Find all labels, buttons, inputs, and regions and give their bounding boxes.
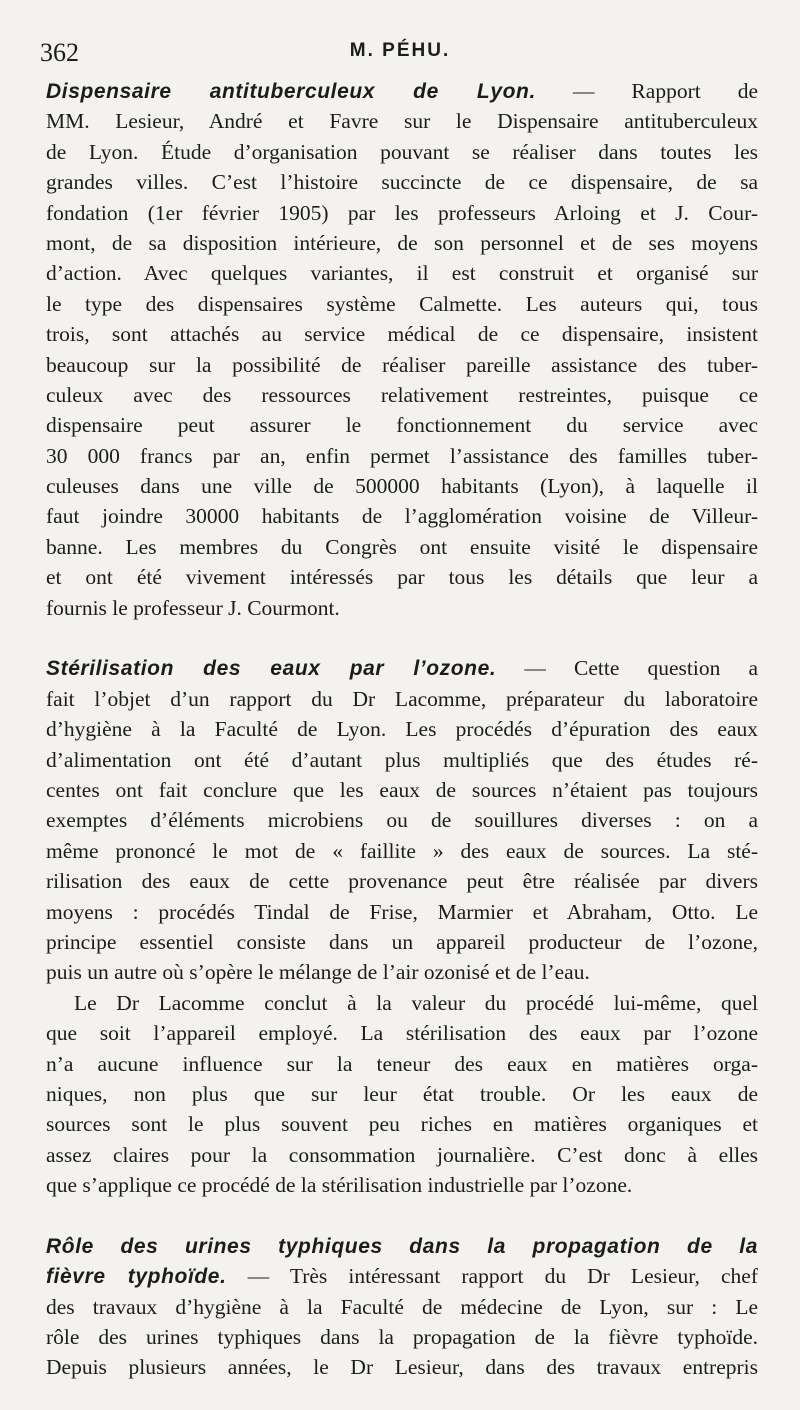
line-text: fournis le professeur J. Courmont.: [46, 595, 340, 620]
line-text: grandes villes. C’est l’histoire succincte de ce dispensaire, de sa: [46, 170, 758, 195]
line-text: trois, sont attachés au service médical de ce dispensaire, insistent: [46, 322, 758, 347]
line-text: même prononcé le mot de « faillite » des eaux de sources. La sté-: [46, 838, 758, 863]
line-text: centes ont fait conclure que les eaux de sources n’étaient pas toujours: [46, 777, 758, 802]
line-text: rilisation des eaux de cette provenance peut être réalisée par divers: [46, 869, 758, 894]
text-line: [46, 957, 758, 987]
text-line: [46, 745, 758, 775]
line-text: moyens : procédés Tindal de Frise, Marmier et Abraham, Otto. Le: [46, 899, 758, 924]
line-text: puis un autre où s’opère le mélange de l’air ozonisé et de l’eau.: [46, 960, 590, 985]
line-text: — Très intéressant rapport du Dr Lesieur, chef: [226, 1264, 759, 1289]
text-line: [46, 562, 758, 592]
text-line: [46, 319, 758, 349]
text-line: [46, 137, 758, 167]
text-line: [46, 1261, 758, 1291]
page-header: [0, 38, 800, 72]
line-text: le type des dispensaires système Calmette. Les auteurs qui, tous: [46, 291, 758, 316]
text-line: [46, 441, 758, 471]
text-line: [46, 501, 758, 531]
line-text: d’hygiène à la Faculté de Lyon. Les procédés d’épuration des eaux: [46, 717, 758, 742]
line-text: assez claires pour la consommation journalière. C’est donc à elles: [46, 1142, 758, 1167]
line-text: exemptes d’éléments microbiens ou de souillures diverses : on a: [46, 808, 758, 833]
line-text: Depuis plusieurs années, le Dr Lesieur, dans des travaux entrepris: [46, 1355, 758, 1380]
text-line: [46, 380, 758, 410]
line-text: fait l’objet d’un rapport du Dr Lacomme, préparateur du laboratoire: [46, 686, 758, 711]
line-text: et ont été vivement intéressés par tous les détails que leur a: [46, 565, 758, 590]
running-head: M. PÉHU.: [349, 40, 451, 61]
line-text: d’action. Avec quelques variantes, il est construit et organisé sur: [46, 261, 758, 286]
section-title: Stérilisation des eaux par l’ozone.: [46, 657, 497, 681]
text-line: [46, 866, 758, 896]
line-text: sources sont le plus souvent peu riches en matières organiques et: [46, 1112, 758, 1137]
section-3: [46, 1231, 758, 1383]
text-line: [46, 198, 758, 228]
text-line: [46, 927, 758, 957]
text-line: [46, 228, 758, 258]
line-text: MM. Lesieur, André et Favre sur le Dispensaire antituberculeux: [46, 109, 758, 134]
text-line: [46, 410, 758, 440]
line-text: n’a aucune influence sur la teneur des eaux en matières orga-: [46, 1051, 758, 1076]
line-text: niques, non plus que sur leur état trouble. Or les eaux de: [46, 1081, 758, 1106]
line-text: mont, de sa disposition intérieure, de son personnel et de ses moyens: [46, 230, 758, 255]
section-title: Dispensaire antituberculeux de Lyon.: [46, 80, 536, 103]
text-line: [46, 593, 758, 623]
page-body: [46, 76, 758, 1383]
section-1: [46, 76, 758, 623]
text-line: [46, 532, 758, 562]
line-text: de Lyon. Étude d’organisation pouvant se réaliser dans toutes les: [46, 139, 758, 164]
section-title: Rôle des urines typhiques dans la propagation de la: [46, 1234, 758, 1258]
line-text: beaucoup sur la possibilité de réaliser pareille assistance des tuber-: [46, 352, 758, 377]
line-text: faut joindre 30000 habitants de l’agglomération voisine de Villeur-: [46, 504, 758, 529]
text-line: [46, 1140, 758, 1170]
text-line: [46, 775, 758, 805]
line-text: Le Dr Lacomme conclut à la valeur du procédé lui-même, quel: [74, 990, 758, 1015]
line-text: culeuses dans une ville de 500000 habitants (Lyon), à laquelle il: [46, 474, 758, 499]
text-line: [46, 289, 758, 319]
text-line: [46, 1018, 758, 1048]
text-line: [46, 714, 758, 744]
section-title: fièvre typhoïde.: [46, 1265, 227, 1289]
text-line: [46, 1079, 758, 1109]
text-line: [46, 471, 758, 501]
text-line: [46, 1352, 758, 1382]
line-text: — Cette question a: [496, 656, 758, 681]
line-text: banne. Les membres du Congrès ont ensuite visité le dispensaire: [46, 534, 758, 559]
line-text: que s’applique ce procédé de la stérilisation industrielle par l’ozone.: [46, 1173, 633, 1198]
text-line: [46, 836, 758, 866]
line-text: culeux avec des ressources relativement restreintes, puisque ce: [46, 382, 758, 407]
line-text: fondation (1er février 1905) par les professeurs Arloing et J. Cour-: [46, 200, 758, 225]
text-line: [46, 1170, 758, 1200]
line-text: rôle des urines typhiques dans la propagation de la fièvre typhoïde.: [46, 1325, 758, 1350]
text-line: [46, 258, 758, 288]
text-line: [46, 805, 758, 835]
text-line: [46, 76, 758, 106]
line-text: principe essentiel consiste dans un appareil producteur de l’ozone,: [46, 929, 758, 954]
text-line: [46, 1322, 758, 1352]
text-line: [46, 684, 758, 714]
text-line: [46, 988, 758, 1018]
text-line: [46, 1109, 758, 1139]
section-2: [46, 653, 758, 1200]
line-text: dispensaire peut assurer le fonctionnement du service avec: [46, 413, 758, 438]
text-line: [46, 167, 758, 197]
line-text: — Rapport de: [535, 79, 758, 103]
text-line: [46, 897, 758, 927]
page-number: 362: [40, 38, 79, 67]
text-line: [46, 1049, 758, 1079]
line-text: que soit l’appareil employé. La stérilisation des eaux par l’ozone: [46, 1021, 758, 1046]
text-line: [46, 653, 758, 683]
text-line: [46, 106, 758, 136]
line-text: des travaux d’hygiène à la Faculté de médecine de Lyon, sur : Le: [46, 1294, 758, 1319]
line-text: 30 000 francs par an, enfin permet l’assistance des familles tuber-: [46, 443, 758, 468]
text-line: [46, 350, 758, 380]
text-line: [46, 1292, 758, 1322]
line-text: d’alimentation ont été d’autant plus multipliés que des études ré-: [46, 747, 758, 772]
text-line: [46, 1231, 758, 1261]
